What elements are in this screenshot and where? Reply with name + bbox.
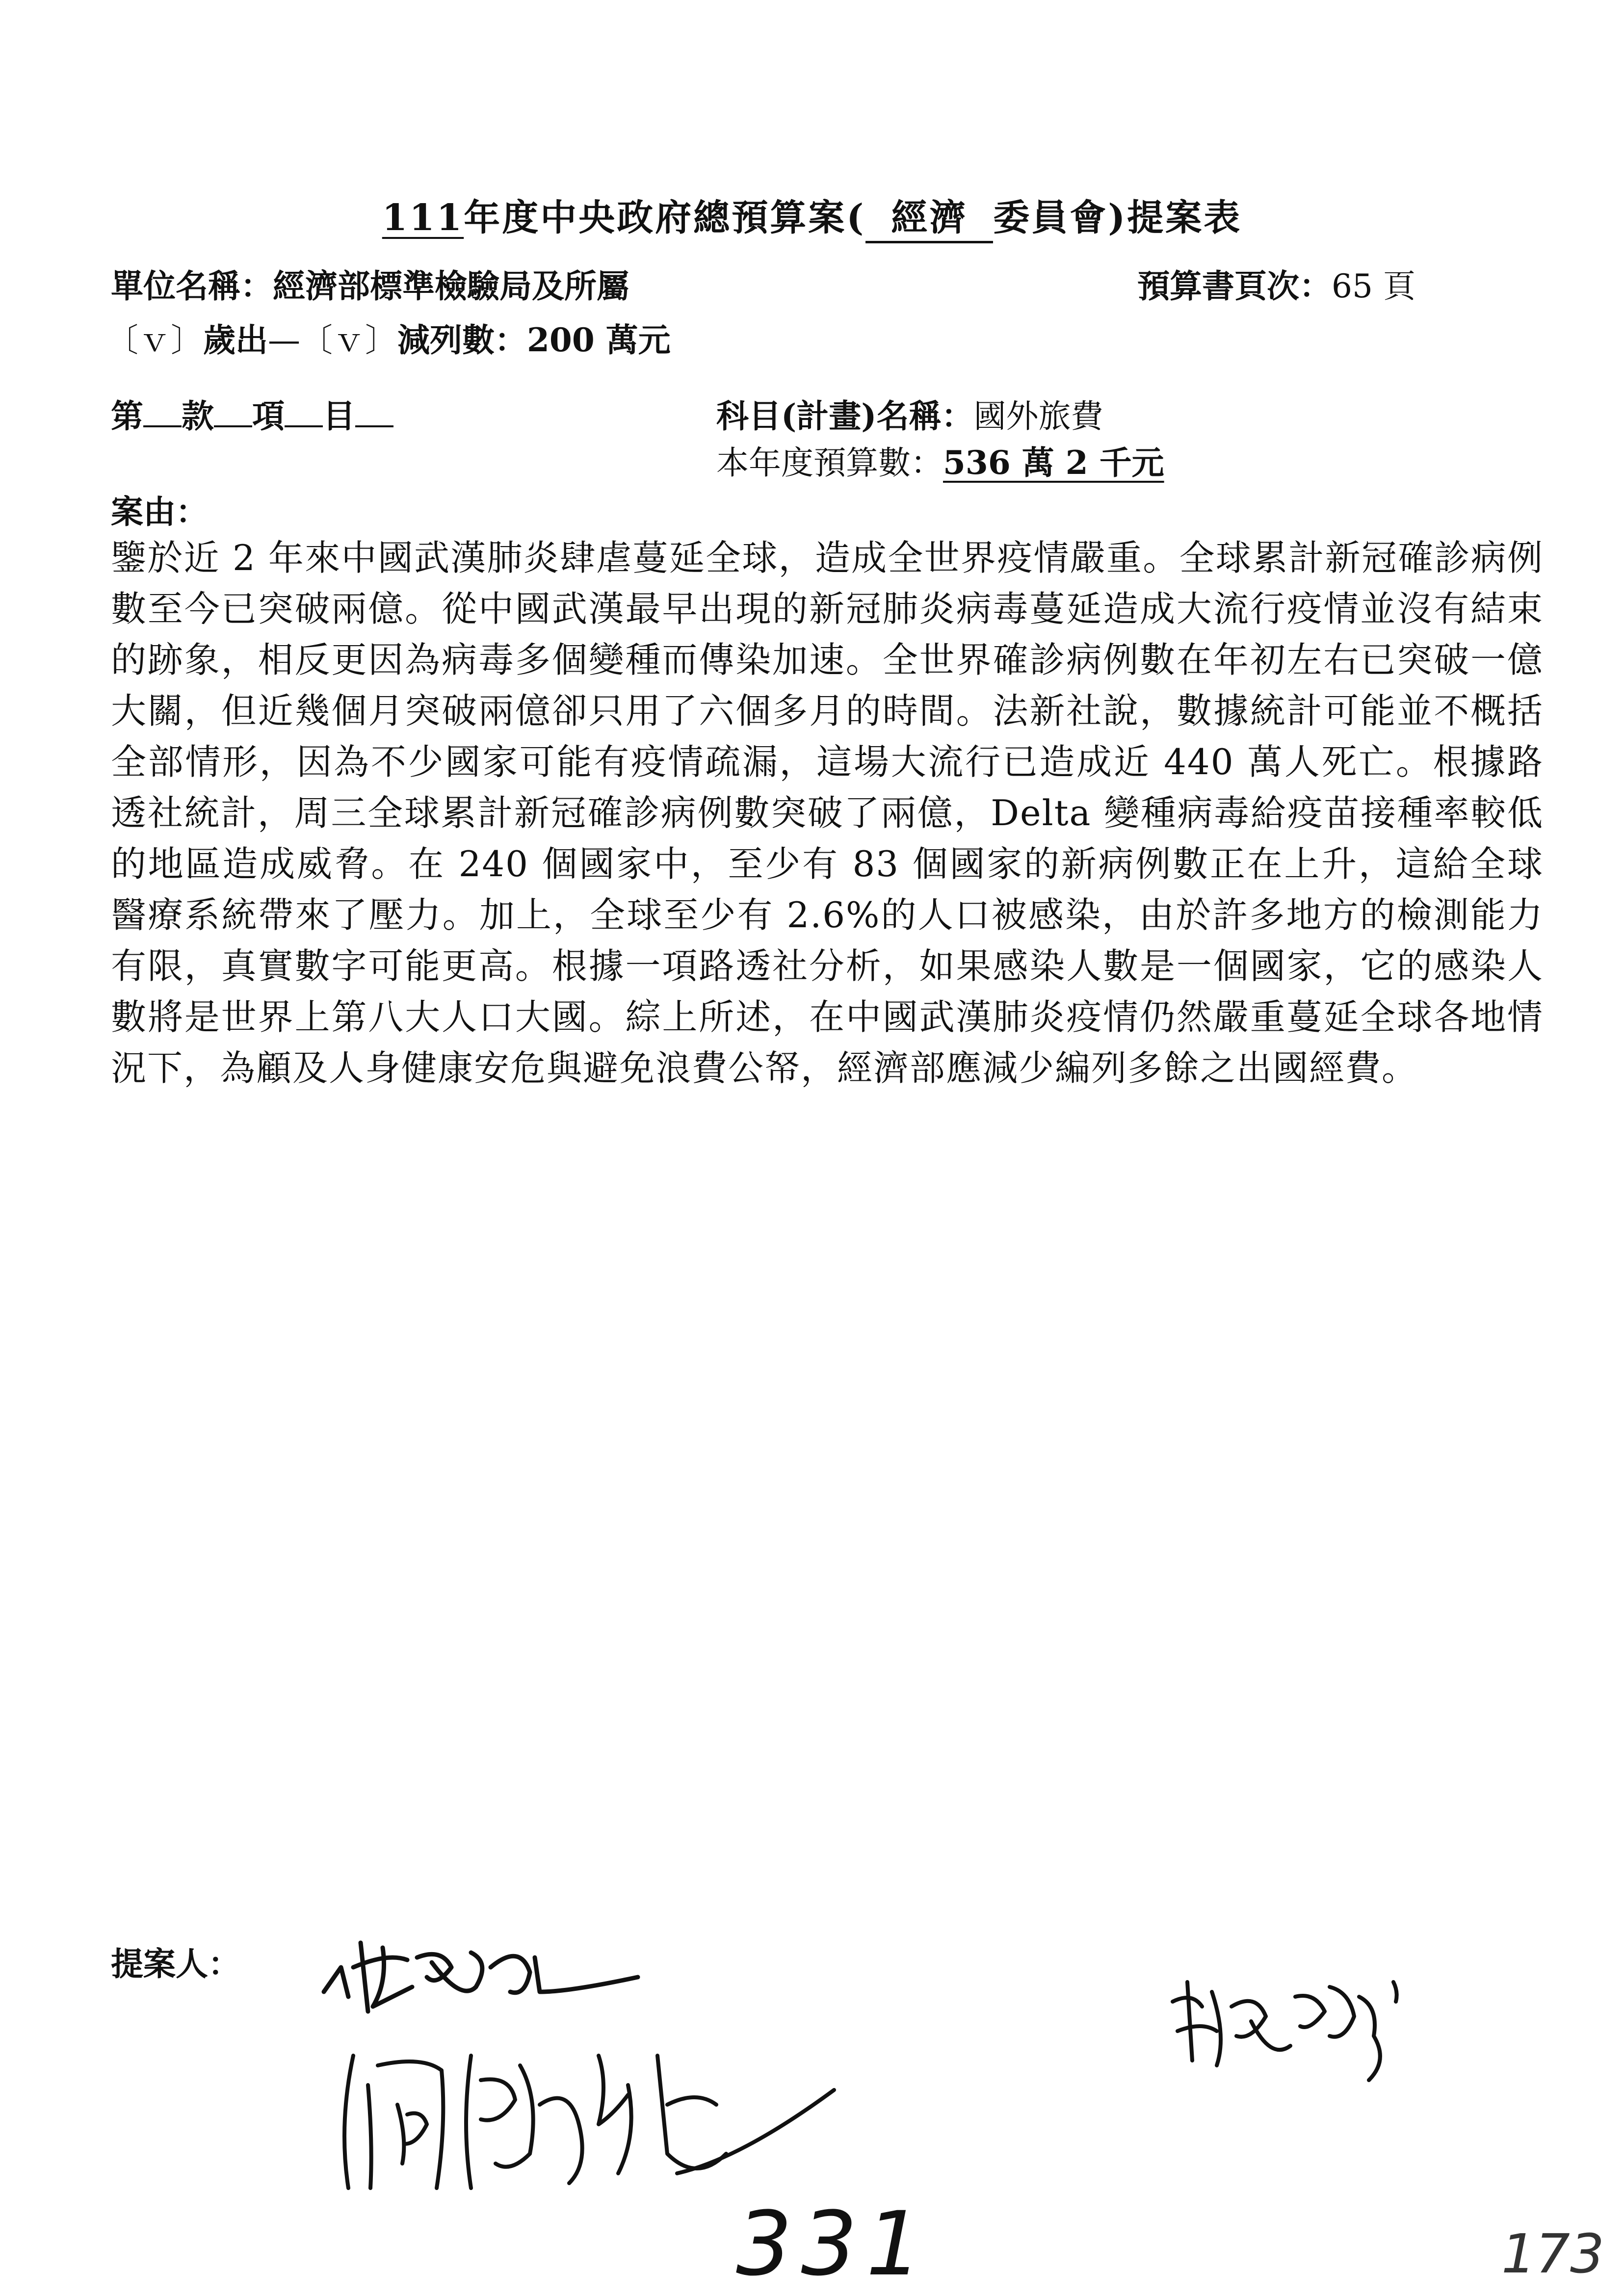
signature-1 [314,1913,648,2041]
signature-2 [324,2026,839,2213]
action-row [106,314,671,361]
title-year: 111 [382,197,464,239]
budget-page-value: 65 頁 [1332,267,1415,305]
current-budget-value: 536 萬 2 千元 [943,444,1164,482]
reduce-amount: 200 萬元 [527,321,671,359]
title-committee: 經濟 [865,189,993,243]
classification-di: 第 [111,397,143,435]
subject-label: 科目(計畫)名稱： [716,397,974,435]
blank-mu [285,395,323,427]
budget-page-row [1137,260,1415,307]
check-reduce: 〔ｖ〕 [300,321,397,359]
blank-xiang [214,395,252,427]
classification-row [111,390,393,437]
subject-value: 國外旅費 [973,397,1103,435]
check-expenditure: 〔ｖ〕 [106,321,203,359]
unit-label: 單位名稱： [111,267,273,305]
reason-label: 案由： [111,493,208,531]
title-text-b: 委員會)提案表 [993,197,1242,239]
budget-page-label: 預算書頁次： [1137,267,1332,305]
page-number-corner: 173 [1501,2222,1604,2285]
blank-end [355,395,393,427]
signature-3 [1163,1962,1418,2090]
classification-mu: 目 [323,397,355,435]
subject-row [716,390,1103,437]
unit-row [111,260,629,307]
blank-kuan [143,395,182,427]
unit-value: 經濟部標準檢驗局及所屬 [273,267,629,305]
form-title [0,189,1624,243]
title-text-a: 年度中央政府總預算案( [464,197,866,239]
page-number-main: 331 [736,2193,931,2296]
classification-kuan: 款 [182,397,214,435]
proposer-label: 提案人： [111,1945,240,1983]
classification-xiang: 項 [252,397,285,435]
current-budget-label: 本年度預算數： [716,444,943,482]
reduce-label: 減列數： [397,321,527,359]
current-budget-row [716,437,1164,483]
action-type: 歲出 [203,321,268,359]
action-dash: — [268,321,300,359]
reason-text: 鑒於近 2 年來中國武漢肺炎肆虐蔓延全球，造成全世界疫情嚴重。全球累計新冠確診病例數至今已突破兩億。從中國武漢最早出現的新冠肺炎病毒蔓延造成大流行疫情並沒有結束的跡象，相反更因為病毒多個變種而傳染加速。全世界確診病例數在年初左右已突破一億大關，但近幾個月突破兩億卻只用了六個多月的時間。法新社說，數據統計可能並不概括全部情形，因為不少國家可能有疫情疏漏，這場大流行已造成近 440 萬人死亡。根據路透社統計，周三全球累計新冠確診病例數突破了兩億，Delta 變種病毒給疫苗接種率較低的地區造成威脅。在 240 個國家中，至少有 83 個國家的新病例數正在上升，這給全球醫療系統帶來了壓力。加上，全球至少有 2.6%的人口被感染，由於許多地方的檢測能力有限，真實數字可能更高。根據一項路透社分析，如果感染人數是一個國家，它的感染人數將是世界上第八大人口大國。綜上所述，在中國武漢肺炎疫情仍然嚴重蔓延全球各地情況下，為顧及人身健康安危與避免浪費公帑，經濟部應減少編列多餘之出國經費。 [111,537,1544,1089]
